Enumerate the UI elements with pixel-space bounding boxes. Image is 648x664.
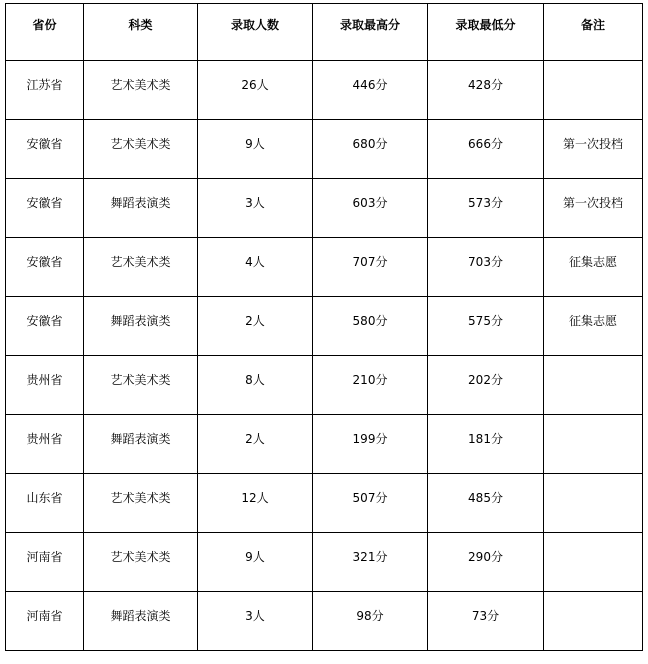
cell-admitted-count: 4人 <box>198 238 313 297</box>
cell-lowest-score: 428分 <box>428 61 544 120</box>
cell-lowest-score: 73分 <box>428 592 544 651</box>
cell-admitted-count: 12人 <box>198 474 313 533</box>
cell-remarks: 征集志愿 <box>544 297 643 356</box>
cell-remarks: 第一次投档 <box>544 179 643 238</box>
cell-province: 贵州省 <box>6 415 84 474</box>
cell-province: 安徽省 <box>6 120 84 179</box>
header-highest-score: 录取最高分 <box>313 4 428 61</box>
admission-table-container <box>5 3 643 651</box>
cell-province: 安徽省 <box>6 238 84 297</box>
cell-highest-score: 98分 <box>313 592 428 651</box>
cell-admitted-count: 9人 <box>198 533 313 592</box>
cell-highest-score: 446分 <box>313 61 428 120</box>
admission-table <box>5 3 643 651</box>
cell-category: 舞蹈表演类 <box>84 297 198 356</box>
cell-category: 艺术美术类 <box>84 474 198 533</box>
cell-category: 艺术美术类 <box>84 120 198 179</box>
table-row <box>6 415 643 474</box>
cell-category: 艺术美术类 <box>84 533 198 592</box>
cell-lowest-score: 290分 <box>428 533 544 592</box>
table-header <box>6 4 643 61</box>
cell-category: 舞蹈表演类 <box>84 179 198 238</box>
table-row <box>6 179 643 238</box>
cell-highest-score: 210分 <box>313 356 428 415</box>
cell-category: 艺术美术类 <box>84 356 198 415</box>
cell-remarks <box>544 533 643 592</box>
cell-province: 安徽省 <box>6 179 84 238</box>
cell-remarks <box>544 356 643 415</box>
cell-admitted-count: 2人 <box>198 415 313 474</box>
cell-category: 舞蹈表演类 <box>84 592 198 651</box>
header-admitted-count: 录取人数 <box>198 4 313 61</box>
cell-remarks <box>544 474 643 533</box>
cell-highest-score: 603分 <box>313 179 428 238</box>
cell-admitted-count: 2人 <box>198 297 313 356</box>
cell-admitted-count: 3人 <box>198 179 313 238</box>
cell-category: 艺术美术类 <box>84 238 198 297</box>
cell-lowest-score: 575分 <box>428 297 544 356</box>
cell-remarks: 第一次投档 <box>544 120 643 179</box>
cell-lowest-score: 703分 <box>428 238 544 297</box>
cell-admitted-count: 9人 <box>198 120 313 179</box>
header-province: 省份 <box>6 4 84 61</box>
cell-province: 贵州省 <box>6 356 84 415</box>
cell-admitted-count: 8人 <box>198 356 313 415</box>
cell-highest-score: 199分 <box>313 415 428 474</box>
table-row <box>6 120 643 179</box>
cell-remarks <box>544 592 643 651</box>
cell-highest-score: 321分 <box>313 533 428 592</box>
cell-remarks <box>544 415 643 474</box>
table-row <box>6 61 643 120</box>
cell-lowest-score: 666分 <box>428 120 544 179</box>
table-row <box>6 297 643 356</box>
cell-province: 江苏省 <box>6 61 84 120</box>
cell-province: 河南省 <box>6 592 84 651</box>
cell-admitted-count: 26人 <box>198 61 313 120</box>
cell-highest-score: 707分 <box>313 238 428 297</box>
cell-category: 艺术美术类 <box>84 61 198 120</box>
header-row <box>6 4 643 61</box>
header-lowest-score: 录取最低分 <box>428 4 544 61</box>
cell-province: 山东省 <box>6 474 84 533</box>
cell-lowest-score: 485分 <box>428 474 544 533</box>
cell-category: 舞蹈表演类 <box>84 415 198 474</box>
table-row <box>6 238 643 297</box>
cell-highest-score: 580分 <box>313 297 428 356</box>
table-body <box>6 61 643 651</box>
table-row <box>6 356 643 415</box>
table-row <box>6 592 643 651</box>
cell-lowest-score: 202分 <box>428 356 544 415</box>
table-row <box>6 533 643 592</box>
header-category: 科类 <box>84 4 198 61</box>
cell-highest-score: 680分 <box>313 120 428 179</box>
cell-highest-score: 507分 <box>313 474 428 533</box>
table-row <box>6 474 643 533</box>
cell-remarks <box>544 61 643 120</box>
cell-lowest-score: 181分 <box>428 415 544 474</box>
cell-admitted-count: 3人 <box>198 592 313 651</box>
cell-province: 河南省 <box>6 533 84 592</box>
header-remarks: 备注 <box>544 4 643 61</box>
cell-lowest-score: 573分 <box>428 179 544 238</box>
cell-remarks: 征集志愿 <box>544 238 643 297</box>
cell-province: 安徽省 <box>6 297 84 356</box>
